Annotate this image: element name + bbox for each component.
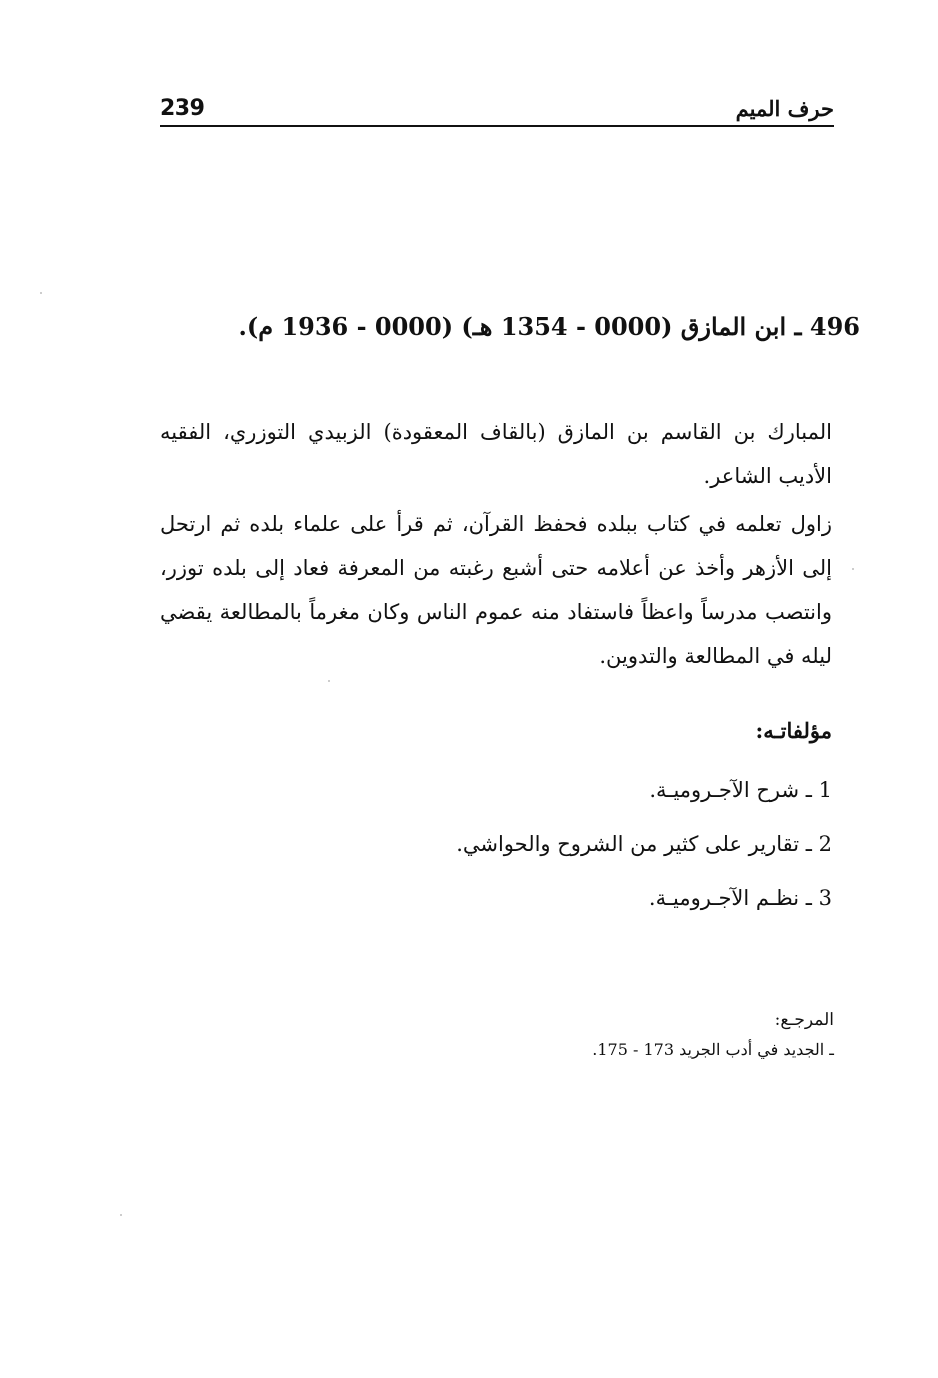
entry-paragraph-biography: زاول تعلمه في كتاب ببلده فحفظ القرآن، ثم قرأ على علماء بلده ثم ارتحل إلى الأزهر وأخذ عن أعلامه حتى أشبع رغبته من المعرفة فعاد إلى بلده توزر، وانتصب مدرساً واعظاً فاستفاد منه عموم الناس وكان مغرماً بالمطالعة يقضي ليله في المطالعة والتدوين. (160, 512, 832, 668)
scan-speck (852, 568, 854, 570)
scan-speck (328, 680, 330, 682)
works-heading: مؤلفاتـه: (755, 718, 832, 743)
header-divider (160, 125, 834, 127)
page-number: 239 (160, 96, 205, 121)
entry-heading: 496 ـ ابن المازق (0000 - 1354 هـ) (0000 - 1936 م). (238, 312, 860, 341)
scan-speck (40, 292, 42, 294)
scan-speck (120, 1214, 122, 1216)
reference-item: ـ الجديد في أدب الجريد 173 - 175. (592, 1040, 834, 1059)
entry-paragraph-intro: المبارك بن القاسم بن المازق (بالقاف المعقودة) الزبيدي التوزري، الفقيه الأديب الشاعر. (160, 420, 832, 488)
works-list-item: 3 ـ نظـم الآجـروميـة. (648, 886, 832, 910)
chapter-title: حرف الميم (735, 96, 834, 121)
works-list-item: 2 ـ تقارير على كثير من الشروح والحواشي. (456, 832, 832, 856)
works-list-item: 1 ـ شرح الآجـروميـة. (649, 778, 832, 802)
works-list (456, 770, 832, 932)
references-heading: المرجـع: (774, 1010, 834, 1030)
